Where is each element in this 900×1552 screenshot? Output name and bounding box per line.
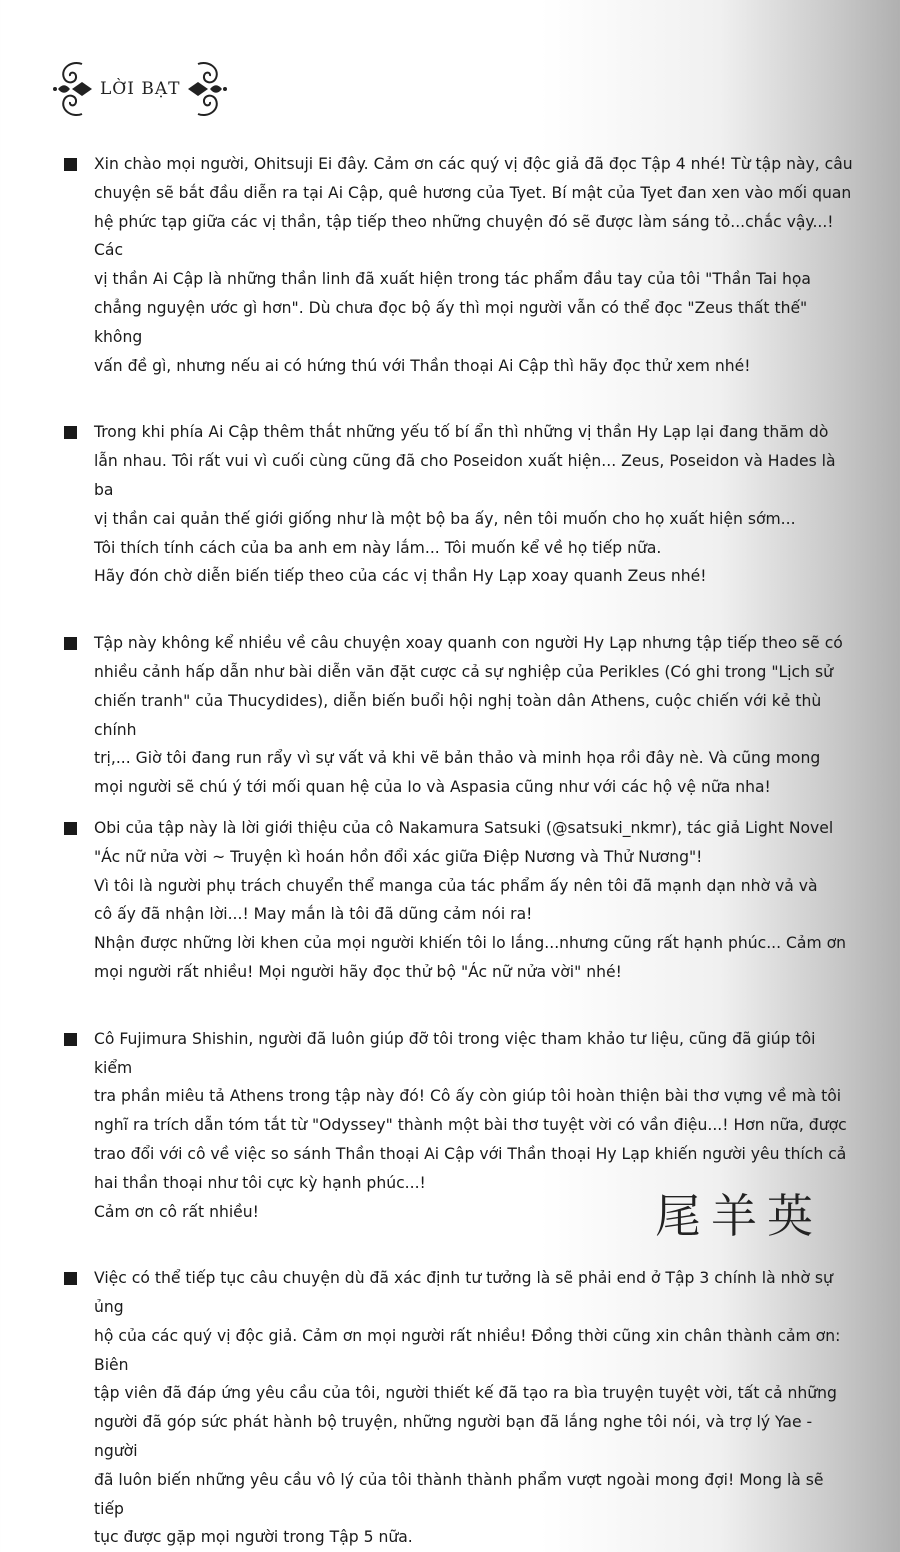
paragraph — [64, 150, 854, 380]
paragraph-line: Nhận được những lời khen của mọi người khiến tôi lo lắng...nhưng cũng rất hạnh phúc... Cảm ơn — [94, 934, 847, 953]
paragraph-line: vấn đề gì, nhưng nếu ai có hứng thú với Thần thoại Ai Cập thì hãy đọc thử xem nhé! — [94, 356, 751, 375]
paragraph-line: người đã góp sức phát hành bộ truyện, những người bạn đã lắng nghe tôi nói, và trợ lý Yae - người — [94, 1413, 813, 1461]
paragraph-line: mọi người sẽ chú ý tới mối quan hệ của Io và Aspasia cũng như với các hộ vệ nữa nha! — [94, 778, 771, 797]
paragraph-line: đã luôn biến những yêu cầu vô lý của tôi thành thành phẩm vượt ngoài mong đợi! Mong là sẽ tiếp — [94, 1470, 824, 1518]
square-bullet-icon — [64, 426, 77, 439]
paragraph-line: Cô Fujimura Shishin, người đã luôn giúp đỡ tôi trong việc tham khảo tư liệu, cũng đã giúp tôi kiểm — [94, 1029, 816, 1077]
paragraph-line: Xin chào mọi người, Ohitsuji Ei đây. Cảm ơn các quý vị độc giả đã đọc Tập 4 nhé! Từ tập này, câu — [94, 155, 853, 173]
paragraph-line: trị,... Giờ tôi đang run rẩy vì sự vất vả khi vẽ bản thảo và minh họa rồi đây nè. Và cũng mong — [94, 749, 821, 768]
square-bullet-icon — [64, 1033, 77, 1046]
paragraph-line: Obi của tập này là lời giới thiệu của cô Nakamura Satsuki (@satsuki_nkmr), tác giả Light Novel — [94, 818, 834, 837]
afterword-header — [52, 58, 232, 120]
afterword-body — [64, 150, 854, 1552]
paragraph-line: "Ác nữ nửa vời ~ Truyện kì hoán hồn đổi xác giữa Điệp Nương và Thử Nương"! — [94, 847, 703, 866]
paragraph-line: Tôi thích tính cách của ba anh em này lắm... Tôi muốn kể về họ tiếp nữa. — [94, 538, 662, 557]
paragraph-line: Vì tôi là người phụ trách chuyển thể manga của tác phẩm ấy nên tôi đã mạnh dạn nhờ vả và — [94, 876, 818, 895]
paragraph-line: Tập này không kể nhiều về câu chuyện xoay quanh con người Hy Lạp nhưng tập tiếp theo sẽ có — [94, 634, 843, 653]
left-ornament-icon — [52, 58, 96, 120]
paragraph — [64, 418, 854, 591]
paragraph-line: Hãy đón chờ diễn biến tiếp theo của các vị thần Hy Lạp xoay quanh Zeus nhé! — [94, 567, 707, 586]
paragraph-line: tập viên đã đáp ứng yêu cầu của tôi, người thiết kế đã tạo ra bìa truyện tuyệt vời, tất cả những — [94, 1384, 837, 1403]
paragraph-line: nhiều cảnh hấp dẫn như bài diễn văn đặt cược cả sự nghiệp của Perikles (Có ghi trong "Lịch sử — [94, 662, 833, 681]
author-signature: 尾羊英 — [655, 1189, 823, 1243]
paragraph-line: tục được gặp mọi người trong Tập 5 nữa. — [94, 1528, 413, 1547]
square-bullet-icon — [64, 637, 77, 650]
paragraph-line: chẳng nguyện ước gì hơn". Dù chưa đọc bộ ấy thì mọi người vẫn có thể đọc "Zeus thất thế" không — [94, 298, 808, 346]
paragraph-line: Cảm ơn cô rất nhiều! — [94, 1202, 259, 1221]
paragraph-line: vị thần cai quản thế giới giống như là một bộ ba ấy, nên tôi muốn cho họ xuất hiện sớm... — [94, 509, 796, 528]
paragraph-line: Việc có thể tiếp tục câu chuyện dù đã xác định tư tưởng là sẽ phải end ở Tập 3 chính là nhờ sự ủng — [94, 1269, 833, 1317]
paragraph — [64, 1264, 854, 1552]
paragraph-line: hệ phức tạp giữa các vị thần, tập tiếp theo những chuyện đó sẽ được làm sáng tỏ...chắc vậy...! Các — [94, 212, 834, 260]
paragraph-line: mọi người rất nhiều! Mọi người hãy đọc thử bộ "Ác nữ nửa vời" nhé! — [94, 962, 622, 981]
square-bullet-icon — [64, 158, 77, 171]
afterword-title: LỜI BẠT — [100, 79, 181, 99]
right-ornament-icon — [184, 58, 228, 120]
paragraph — [64, 629, 854, 802]
square-bullet-icon — [64, 822, 77, 835]
paragraph — [64, 814, 854, 987]
paragraph-line: vị thần Ai Cập là những thần linh đã xuất hiện trong tác phẩm đầu tay của tôi "Thần Tai họa — [94, 270, 811, 289]
paragraph-line: hai thần thoại như tôi cực kỳ hạnh phúc...! — [94, 1173, 426, 1192]
paragraph-line: trao đổi với cô về việc so sánh Thần thoại Ai Cập với Thần thoại Hy Lạp khiến người yêu thích cả — [94, 1144, 847, 1163]
paragraph-line: Trong khi phía Ai Cập thêm thắt những yếu tố bí ẩn thì những vị thần Hy Lạp lại đang thăm dò — [94, 423, 829, 442]
paragraph-line: tra phần miêu tả Athens trong tập này đó! Cô ấy còn giúp tôi hoàn thiện bài thơ vựng về mà tôi — [94, 1087, 842, 1106]
paragraph-line: chiến tranh" của Thucydides), diễn biến buổi hội nghị toàn dân Athens, cuộc chiến với kẻ thù chính — [94, 691, 822, 739]
paragraph-line: hộ của các quý vị độc giả. Cảm ơn mọi người rất nhiều! Đồng thời cũng xin chân thành cảm ơn: Biên — [94, 1326, 841, 1374]
paragraph-line: chuyện sẽ bắt đầu diễn ra tại Ai Cập, quê hương của Tyet. Bí mật của Tyet đan xen vào mối quan — [94, 183, 852, 202]
paragraph-line: nghĩ ra trích dẫn tóm tắt từ "Odyssey" thành một bài thơ tuyệt vời có vần điệu...! Hơn nữa, được — [94, 1116, 847, 1135]
paragraph-line: lẫn nhau. Tôi rất vui vì cuối cùng cũng đã cho Poseidon xuất hiện... Zeus, Poseidon và Hades là ba — [94, 452, 836, 499]
paragraph-line: cô ấy đã nhận lời...! May mắn là tôi đã dũng cảm nói ra! — [94, 905, 533, 924]
